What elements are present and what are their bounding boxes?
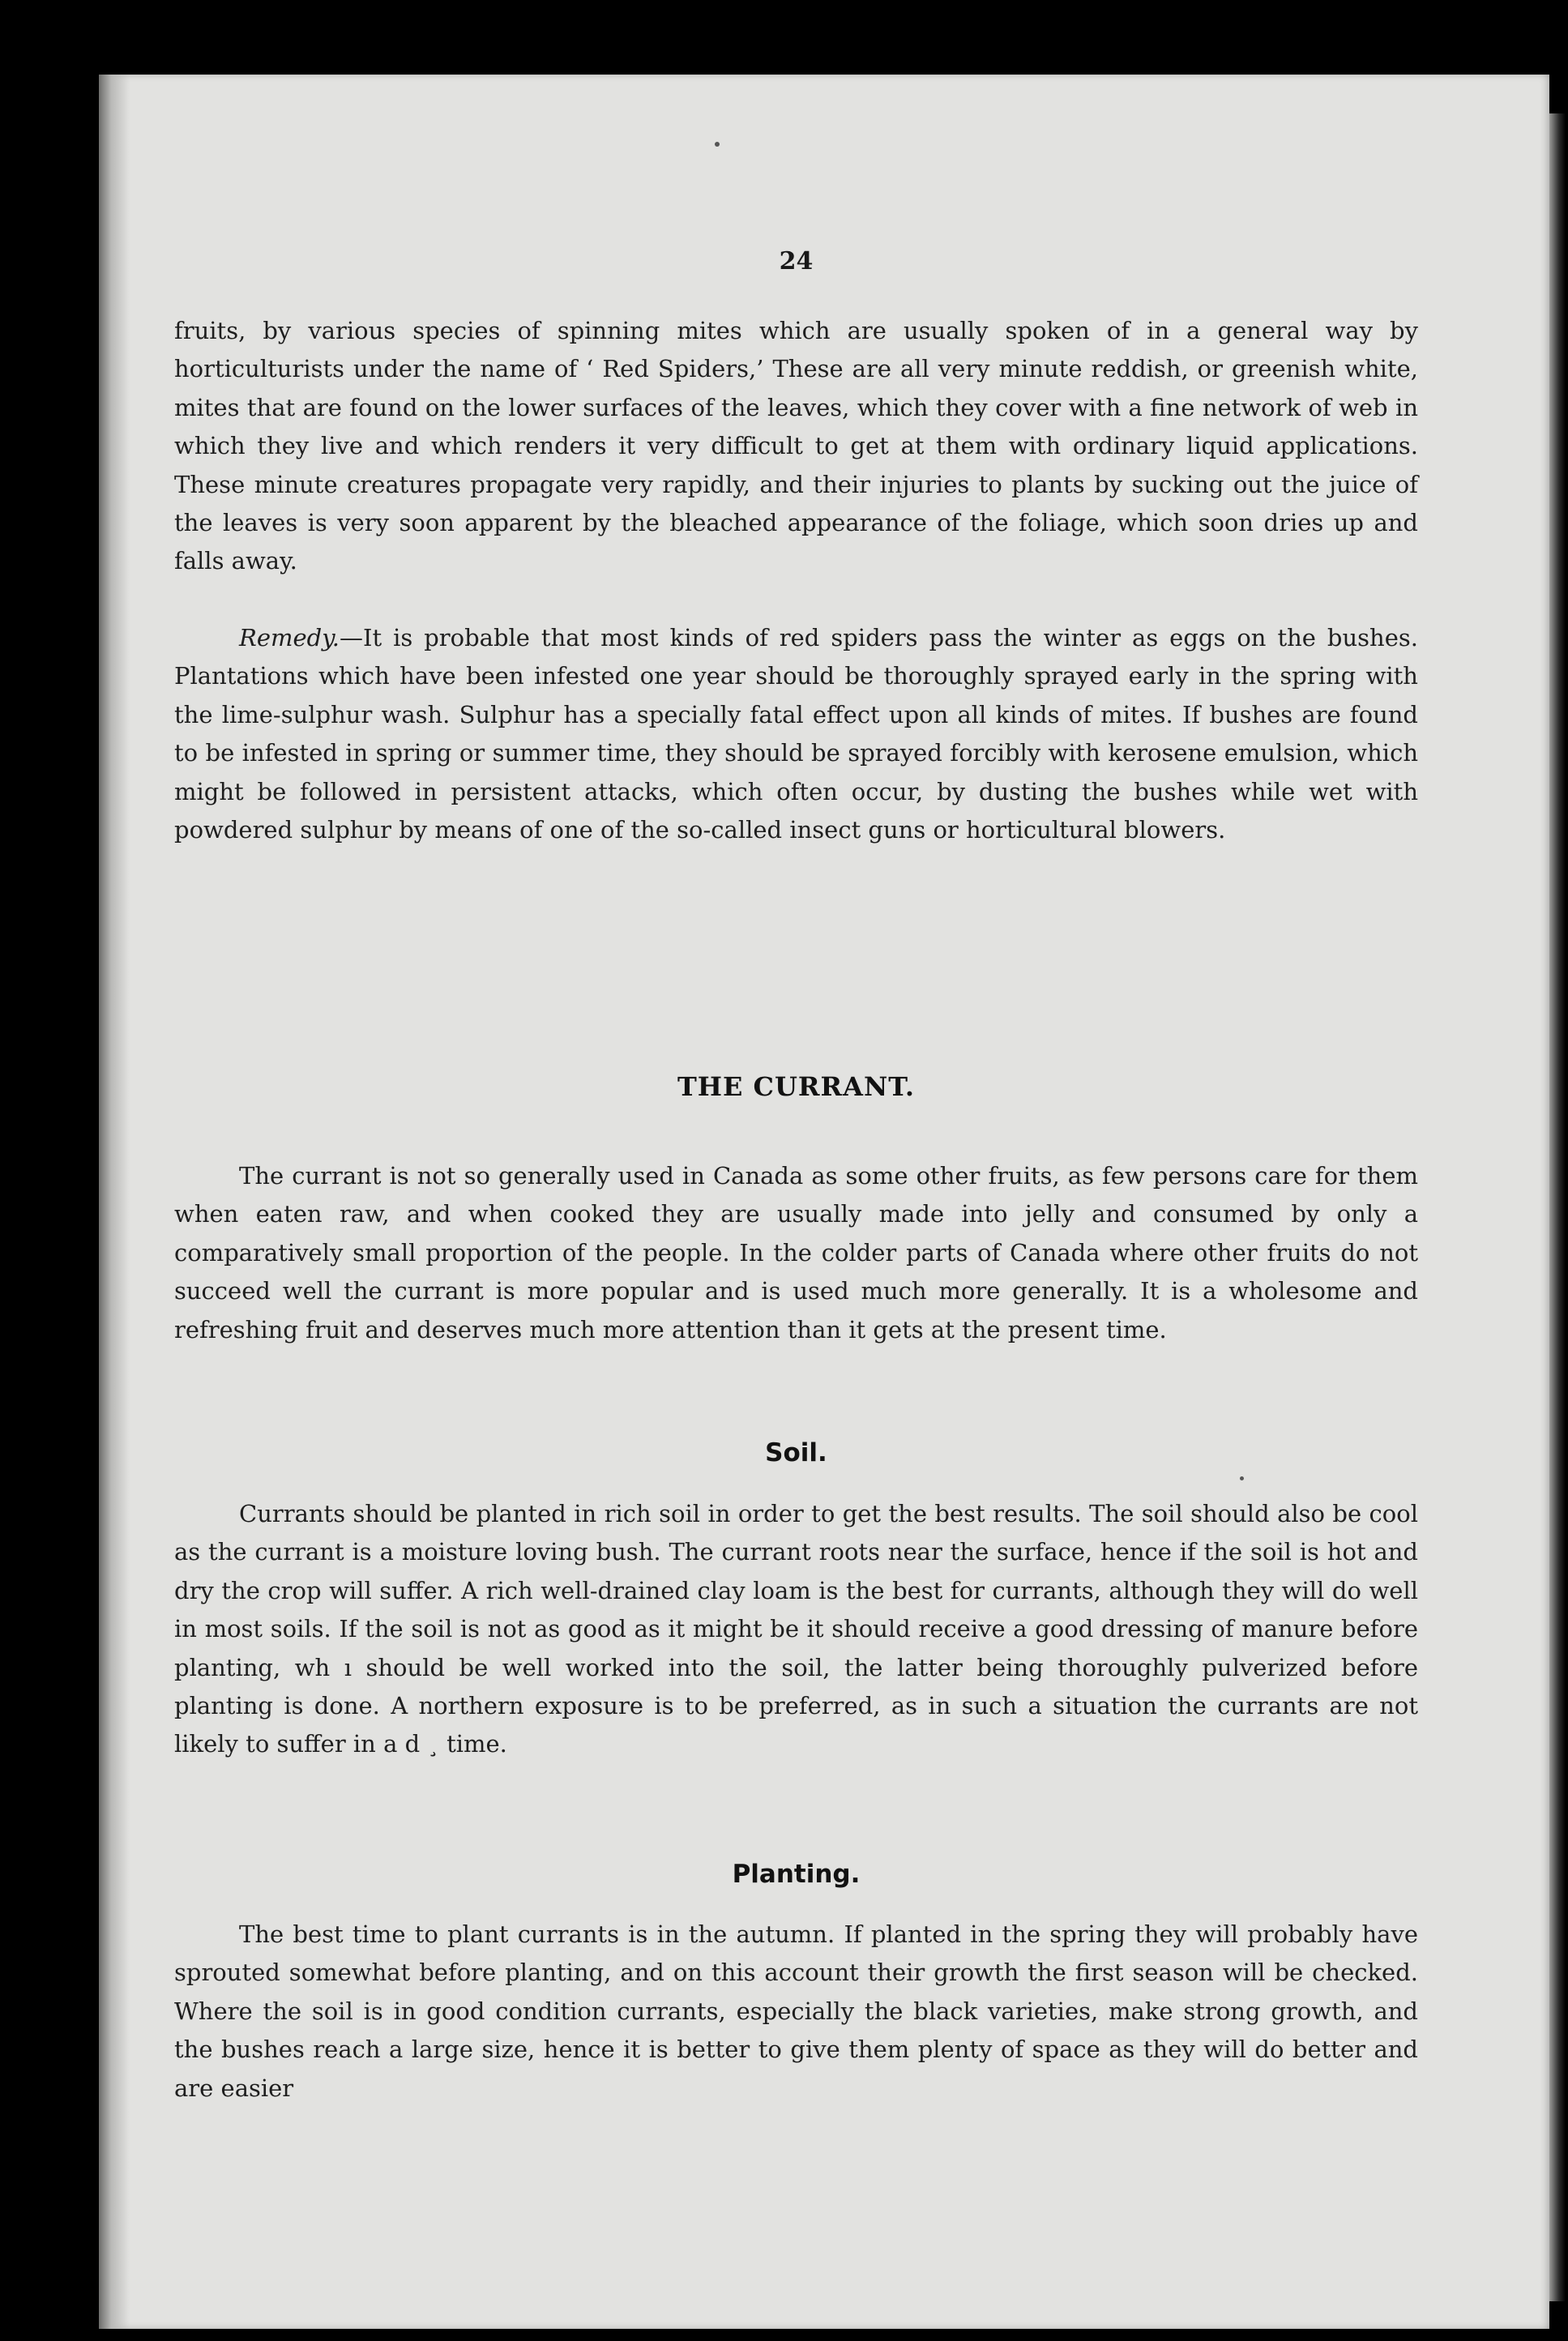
paper-speck	[715, 142, 720, 147]
page-number: 24	[779, 247, 814, 276]
spiders-continuation-paragraph: fruits, by various species of spinning mites which are usually spoken of in a general way by horticulturists under the name of ‘ Red Spiders,’ These are all very minute reddish, or greenish white, mites that are found on the lower surfaces of the leaves, which they cover with a fine network of web in which they live and which renders it very difficult to get at them with ordinary liquid applications. These minute creatures propagate very rapidly, and their injuries to plants by sucking out the juice of the leaves is very soon apparent by the bleached appearance of the foliage, which soon dries up and falls away.	[174, 317, 1418, 575]
soil-paragraph: Currants should be planted in rich soil in order to get the best results. The soil should also be cool as the currant is a moisture loving bush. The currant roots near the surface, hence if the soil is hot and dry the crop will suffer. A rich well-drained clay loam is the best for currants, although they will do well in most soils. If the soil is not as good as it might be it should receive a good dressing of manure before planting, wh ı should be well worked into the soil, the latter being thoroughly pulverized before planting is done. A northern exposure is to be preferred, as in such a situation the currants are not likely to suffer in a d ¸ time.	[174, 1500, 1418, 1758]
page-edge	[1549, 113, 1566, 2301]
section-title-currant: THE CURRANT.	[677, 1071, 916, 1102]
remedy-label: Remedy.	[239, 624, 340, 651]
remedy-paragraph	[174, 619, 1418, 849]
remedy-text: —It is probable that most kinds of red spiders pass the winter as eggs on the bushes. Plantations which have been infested one year should be thoroughly sprayed early in the spring with the lime-sulphur wash. Sulphur has a specially fatal effect upon all kinds of mites. If bushes are found to be infested in spring or summer time, they should be sprayed forcibly with kerosene emulsion, which might be followed in persistent attacks, which often occur, by dusting the bushes while wet with powdered sulphur by means of one of the so-called insect guns or horticultural blowers.	[174, 624, 1418, 844]
planting-paragraph: The best time to plant currants is in the autumn. If planted in the spring they will probably have sprouted somewhat before planting, and on this account their growth the first season will be checked. Where the soil is in good condition currants, especially the black varieties, make strong growth, and the bushes reach a large size, hence it is better to give them plenty of space as they will do better and are easier	[174, 1920, 1418, 2102]
subsection-title-planting: Planting.	[732, 1860, 861, 1889]
page-binding-shadow	[99, 75, 130, 2329]
paper-speck	[1240, 1476, 1244, 1480]
subsection-title-soil: Soil.	[765, 1438, 827, 1467]
currant-intro-paragraph: The currant is not so generally used in Canada as some other fruits, as few persons care for them when eaten raw, and when cooked they are usually made into jelly and consumed by only a comparatively small proportion of the people. In the colder parts of Canada where other fruits do not succeed well the currant is more popular and is used much more generally. It is a wholesome and refreshing fruit and deserves much more attention than it gets at the present time.	[174, 1162, 1418, 1344]
